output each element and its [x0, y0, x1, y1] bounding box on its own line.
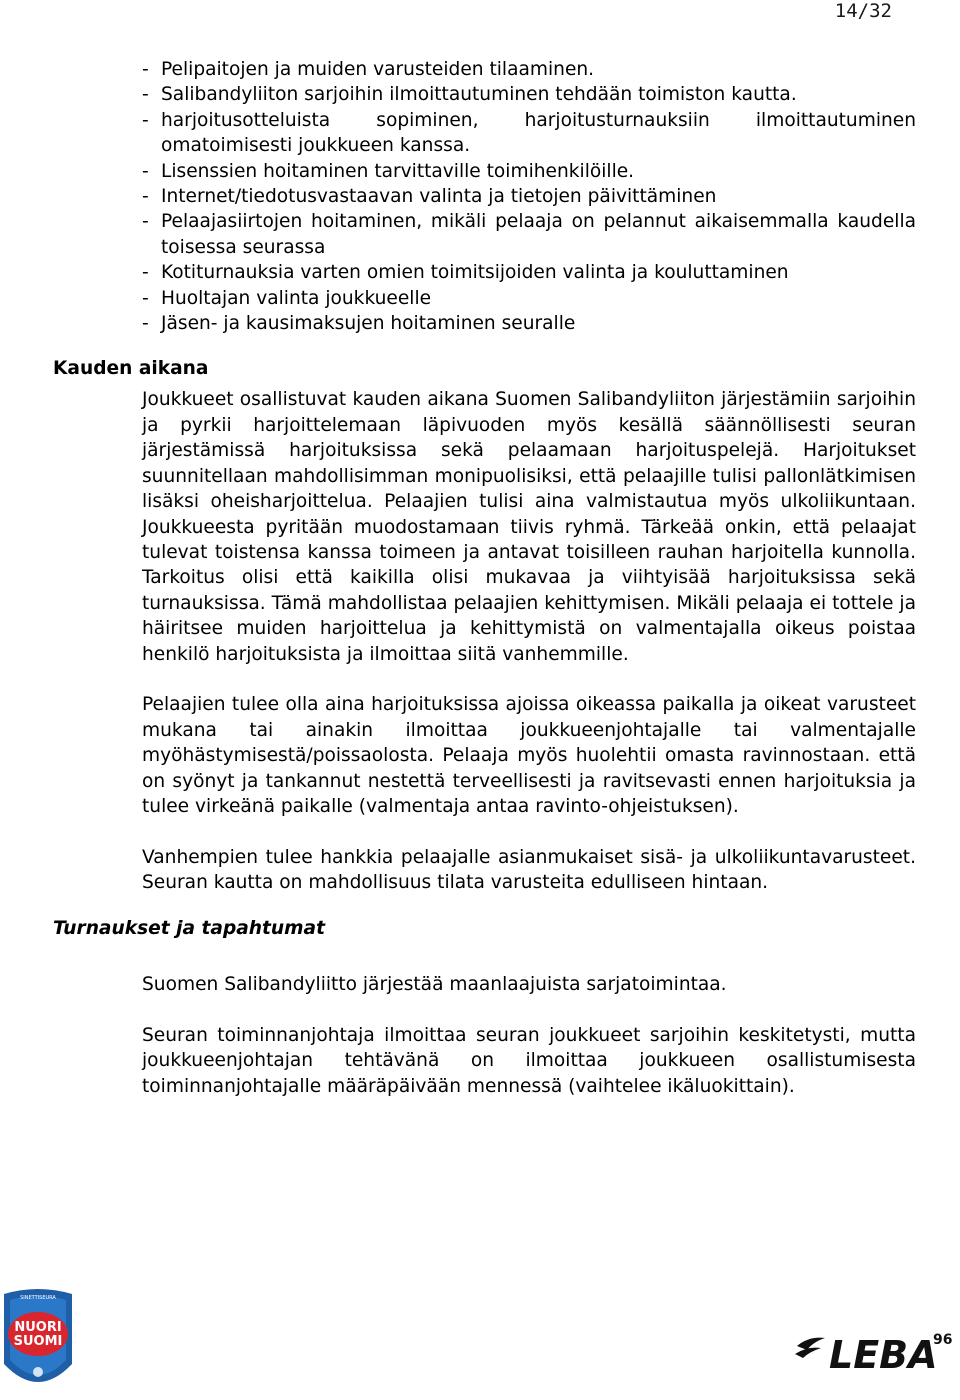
leba-96-text: 96	[933, 1332, 953, 1348]
section-heading-turnaukset: Turnaukset ja tapahtumat	[53, 917, 325, 939]
paragraph: Pelaajien tulee olla aina harjoituksissa ajoissa oikeassa paikalla ja oikeat varusteet mukana tai ainakin ilmoittaa joukkueenjohtajalle tai valmentajalle myöhästymisestä/poissaolosta. Pelaaja myös huolehtii omasta ravinnostaan. että on syönyt ja tankannut nestettä terveellisesti ja ravitsevasti ennen harjoituksia ja tulee virkeänä paikalle (valmentaja antaa ravinto-ohjeistuksen).	[142, 694, 916, 818]
document-body	[0, 57, 960, 1099]
list-item: - Salibandyliiton sarjoihin ilmoittautuminen tehdään toimiston kautta.	[142, 82, 916, 107]
page-number: 14/32	[834, 0, 892, 22]
paragraph: Joukkueet osallistuvat kauden aikana Suomen Salibandyliiton järjestämiin sarjoihin ja pyrkii harjoittelemaan läpivuoden myös kesällä säännöllisesti seuran järjestämissä harjoituksissa sekä pelaamaan harjoituspelejä. Harjoitukset suunnitellaan mahdollisimman monipuolisiksi, että pelaajille tulisi pallonlätkimisen lisäksi oheisharjoittelua. Pelaajien tulisi aina valmistautua myös ulkoliikuntaan. Joukkueesta pyritään muodostamaan tiivis ryhmä. Tärkeää onkin, että pelaajat tulevat toistensa kanssa toimeen ja antavat toisilleen rauhan harjoitella kunnolla. Tarkoitus olisi että kaikilla olisi mukavaa ja viihtyisää harjoituksissa sekä turnauksissa. Tämä mahdollistaa pelaajien kehittymisen. Mikäli pelaaja ei tottele ja häiritsee muiden harjoittelua ja kehittymistä on valmentajalla oikeus poistaa henkilö harjoituksista ja ilmoittaa siitä vanhemmille.	[142, 389, 916, 665]
nuori-text: NUORI	[14, 1320, 62, 1335]
list-item: - harjoitusotteluista sopiminen, harjoitusturnauksiin ilmoittautuminen omatoimisesti joukkueen kanssa.	[142, 108, 916, 159]
section-heading-kauden-aikana: Kauden aikana	[53, 358, 209, 380]
paragraph: Seuran toiminnanjohtaja ilmoittaa seuran joukkueet sarjoihin keskitetysti, mutta joukkueenjohtajan tehtävänä on ilmoittaa joukkueen osallistumisesta toiminnanjohtajalle määräpäivään mennessä (vaihtelee ikäluokittain).	[142, 1024, 916, 1097]
task-list	[0, 57, 916, 336]
list-item: - Huoltajan valinta joukkueelle	[142, 286, 916, 311]
list-item: - Jäsen- ja kausimaksujen hoitaminen seuralle	[142, 311, 916, 336]
paragraph: Suomen Salibandyliitto järjestää maanlaajuista sarjatoimintaa.	[142, 973, 727, 995]
list-item: - Pelaajasiirtojen hoitaminen, mikäli pelaaja on pelannut aikaisemmalla kaudella toisessa seurassa	[142, 209, 916, 260]
sinettiseura-text: SINETTISEURA	[20, 1295, 56, 1301]
list-item: - Pelipaitojen ja muiden varusteiden tilaaminen.	[142, 57, 916, 82]
nuori-suomi-logo	[0, 1284, 76, 1400]
suomi-text: SUOMI	[13, 1334, 63, 1349]
list-item: - Lisenssien hoitaminen tarvittaville toimihenkilöille.	[142, 159, 916, 184]
paragraph: Vanhempien tulee hankkia pelaajalle asianmukaiset sisä- ja ulkoliikuntavarusteet. Seuran kautta on mahdollisuus tilata varusteita edulliseen hintaan.	[142, 846, 916, 894]
list-item: - Internet/tiedotusvastaavan valinta ja tietojen päivittäminen	[142, 184, 916, 209]
leba-text: LEBA	[829, 1333, 938, 1374]
leba-logo	[795, 1328, 960, 1374]
list-item: - Kotiturnauksia varten omien toimitsijoiden valinta ja kouluttaminen	[142, 260, 916, 285]
